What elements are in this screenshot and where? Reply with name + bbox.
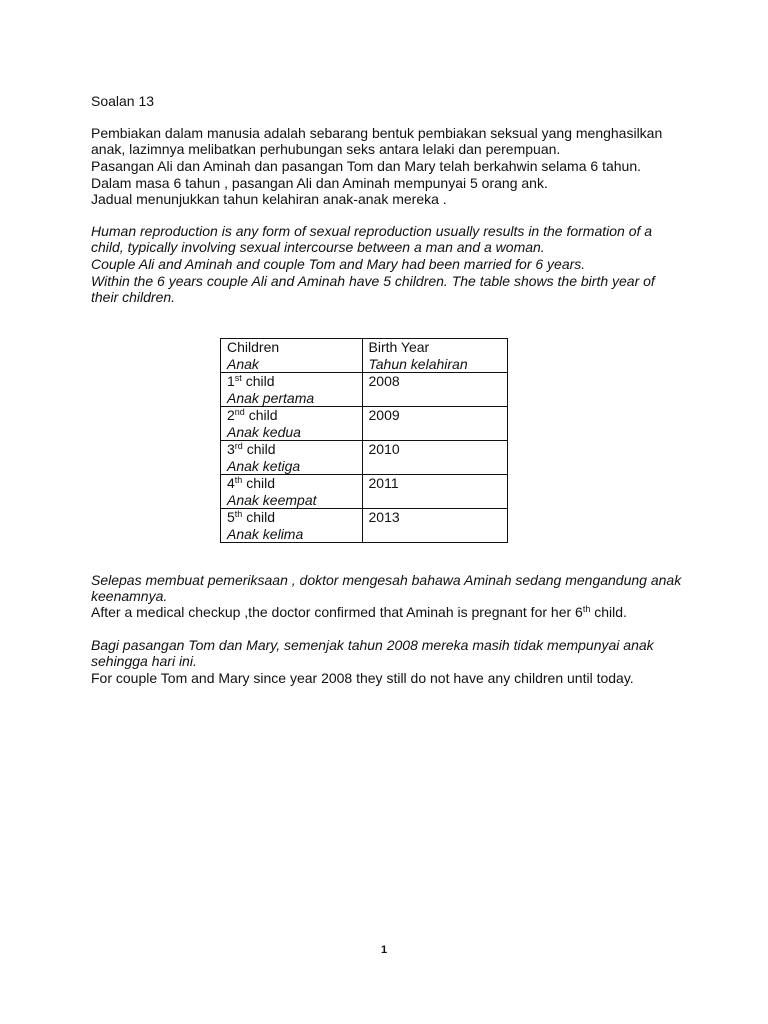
child-ordinal-suffix: nd: [234, 407, 245, 417]
malay-paragraph-line-5: Jadual menunjukkan tahun kelahiran anak-anak mereka .: [91, 191, 447, 207]
header-children-cell: [221, 339, 363, 373]
birth-year-cell: 2009: [362, 407, 508, 441]
child-malay-label: Anak pertama: [227, 389, 315, 406]
header-birth-year-label: Birth Year: [368, 339, 430, 355]
checkup-malay-line-2: keenamnya.: [91, 588, 168, 604]
tom-mary-english-line: For couple Tom and Mary since year 2008 they still do not have any children until today.: [91, 670, 634, 686]
birth-year-cell: 2011: [362, 475, 508, 509]
child-number: 3: [227, 441, 235, 457]
child-number: 5: [227, 509, 235, 525]
table-header-row: [221, 339, 508, 373]
header-anak-label: Anak: [227, 355, 259, 372]
child-label: child: [242, 475, 275, 491]
header-tahun-kelahiran-label: Tahun kelahiran: [368, 355, 468, 372]
table-row: [221, 373, 508, 407]
child-malay-label: Anak keempat: [227, 491, 317, 508]
child-number: 4: [227, 475, 235, 491]
checkup-ordinal-suffix: th: [582, 604, 591, 614]
checkup-english-line: [91, 604, 627, 620]
birth-year-cell: 2008: [362, 373, 508, 407]
english-paragraph-line-3: Couple Ali and Aminah and couple Tom and Mary had been married for 6 years.: [91, 256, 586, 272]
checkup-english-text: After a medical checkup ,the doctor confirmed that Aminah is pregnant for her 6: [91, 604, 583, 620]
checkup-english-end: child.: [590, 604, 627, 620]
table-row: [221, 407, 508, 441]
child-cell: [221, 441, 363, 475]
tom-mary-malay-line-1: Bagi pasangan Tom dan Mary, semenjak tahun 2008 mereka masih tidak mempunyai anak: [91, 637, 654, 653]
child-cell: [221, 373, 363, 407]
tom-mary-malay-line-2: sehingga hari ini.: [91, 653, 197, 669]
child-number: 1: [227, 373, 235, 389]
english-paragraph-line-2: child, typically involving sexual intercourse between a man and a woman.: [91, 239, 545, 255]
child-ordinal-suffix: st: [234, 373, 242, 383]
child-malay-label: Anak kedua: [227, 423, 301, 440]
malay-paragraph-line-3: Pasangan Ali dan Aminah dan pasangan Tom dan Mary telah berkahwin selama 6 tahun.: [91, 158, 641, 174]
child-ordinal-suffix: rd: [234, 441, 243, 451]
malay-paragraph-line-4: Dalam masa 6 tahun , pasangan Ali dan Aminah mempunyai 5 orang ank.: [91, 175, 548, 191]
child-cell: [221, 407, 363, 441]
question-title: Soalan 13: [91, 93, 155, 109]
malay-paragraph-line-2: anak, lazimnya melibatkan perhubungan seks antara lelaki dan perempuan.: [91, 141, 561, 157]
child-label: child: [242, 509, 275, 525]
header-children-label: Children: [227, 339, 280, 355]
child-ordinal-suffix: th: [234, 475, 243, 485]
table-row: [221, 509, 508, 543]
birth-year-cell: 2010: [362, 441, 508, 475]
child-malay-label: Anak ketiga: [227, 457, 301, 474]
checkup-malay-line-1: Selepas membuat pemeriksaan , doktor mengesah bahawa Aminah sedang mengandung anak: [91, 572, 682, 588]
english-paragraph-line-1: Human reproduction is any form of sexual reproduction usually results in the formation of a: [91, 223, 653, 239]
birth-year-table: [220, 338, 508, 543]
table-row: [221, 441, 508, 475]
child-label: child: [242, 441, 276, 457]
child-label: child: [244, 407, 278, 423]
child-malay-label: Anak kelima: [227, 525, 304, 542]
english-paragraph-line-4: Within the 6 years couple Ali and Aminah have 5 children. The table shows the birth year of: [91, 273, 655, 289]
page-number: 1: [380, 944, 388, 956]
header-birth-year-cell: [362, 339, 508, 373]
english-paragraph-line-5: their children.: [91, 289, 176, 305]
birth-year-cell: 2013: [362, 509, 508, 543]
table-row: [221, 475, 508, 509]
child-number: 2: [227, 407, 235, 423]
malay-paragraph-line-1: Pembiakan dalam manusia adalah sebarang bentuk pembiakan seksual yang menghasilkan: [91, 125, 663, 141]
child-cell: [221, 475, 363, 509]
child-ordinal-suffix: th: [234, 509, 243, 519]
child-label: child: [241, 373, 275, 389]
child-cell: [221, 509, 363, 543]
